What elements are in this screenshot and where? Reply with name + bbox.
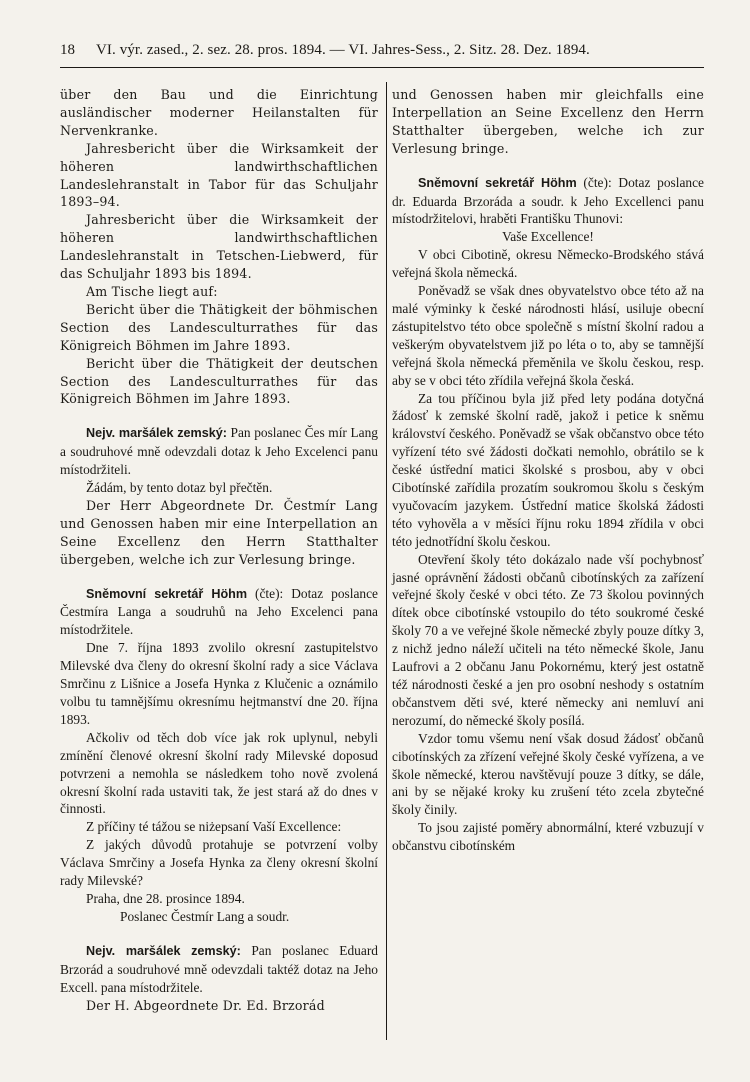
paragraph: V obci Cibotině, okresu Německo-Brodského stává veřejná škola německá. [392,247,704,281]
paragraph-text: To jsou zajisté poměry abnormální, které vzbuzují v občanstvu cibotínském [392,820,704,854]
speech-text: (čte): Dotaz poslance Čestmíra Langa a soudruhů na Jeho Excelenci pana místodržitele. [60,585,378,638]
paragraph: Bericht über die Thätigkeit der böhmischen Section des Landesculturrathes für das Königreich Böhmen im Jahre 1893. [60,301,378,353]
paragraph: Ačkoliv od těch dob více jak rok uplynul, nebyli zmínění členové okresní školní rady Milevské doposud potvrzeni a nemohla se následkem toho nově zvolená okresní školní rada ustaviti tak, že jest stará až do dnes v činnosti. [60,729,378,817]
paragraph: Jahresbericht über die Wirksamkeit der höheren landwirthschaftlichen Landeslehranstalt in Tetschen-Liebwerd, für das Schuljahr 1893 bis 1894. [60,212,378,282]
paragraph: Za tou příčinou byla již před lety podána dotyčná žádosť k zemské školní radě, jakož i petice k sněmu království českého. Poněvadž se však občanstvo obce této vyřízení této své žádosti dočkati nemohlo, obrátilo se k české ústřední matici školské s prosbou, aby v obci Cibotínské zařídila prozatím soukromou školu s českým vyučovacím jazykem. Ústřední matice školská žádosti této vyhověla a v měsíci říjnu roku 1894 zřídila v obci této jednotřídní školu českou. [392,390,704,549]
running-title: VI. výr. zased., 2. sez. 28. pros. 1894. — VI. Jahres-Sess., 2. Sitz. 28. Dez. 1894. [96,42,590,58]
speech-text: Pan poslanec Eduard Brzorád a soudruhové mně odevzdali taktéž dotaz na Jeho Excell. pana místodržitele. [60,942,378,995]
left-column [60,86,378,1014]
paragraph: Dne 7. října 1893 zvolilo okresní zastupitelstvo Milevské dva členy do okresní školní rady a sice Václava Smrčinu z Lišnice a Josefa Hynka z Klučenic a oznámilo volbu tu tamnějšímu okresnímu hejtmanství dne 20. října 1893. [60,640,378,727]
paragraph: und Genossen haben mir gleichfalls eine Interpellation an Seine Excellenz den Herrn Statthalter übergeben, welche ich zur Verlesung bringe. [392,87,704,156]
speech [60,585,378,640]
paragraph: über den Bau und die Einrichtung ausländischer moderner Heilanstalten für Nervenkranke. [60,87,378,138]
paragraph: Z jakých důvodů protahuje se potvrzení volby Václava Smrčiny a Josefa Hynka za členy okresní školní rady Milevské? [60,837,378,889]
paragraph: Am Tische liegt auf: [86,283,218,299]
speech [60,942,378,997]
paragraph: Der Herr Abgeordnete Dr. Čestmír Lang und Genossen haben mir eine Interpellation an Seine Excellenz den Herrn Statthalter übergeben, welche ich zur Verlesung bringe. [60,497,378,567]
header-rule [60,67,704,68]
speaker-name: Sněmovní sekretář Höhm [86,586,248,601]
speaker-name: Nejv. maršálek zemský: [86,426,227,441]
paragraph: Jahresbericht über die Wirksamkeit der höheren landwirthschaftlichen Landeslehranstalt in Tabor für das Schuljahr 1893–94. [60,140,378,210]
speech-text: (čte): Dotaz poslance dr. Eduarda Brzoráda a soudr. k Jeho Excellenci panu místodržitelovi, hraběti Františku Thunovi: [392,174,704,227]
column-divider [386,82,387,1040]
speech-text: Pan poslanec Čes mír Lang a soudruhové mně odevzdali dotaz k Jeho Excelenci panu místodržiteli. [60,425,378,478]
paragraph: Žádám, by tento dotaz byl přečtěn. [86,480,273,496]
paragraph: Vzdor tomu všemu není však dosud žádosť občanů cibotínských za zřízení veřejné školy české vyřízena, a ve škole německé, kterou navštěvují pouze 3 dítky, se dále, ani by se nějaké kroky ku zrušení této zcela zbytečné školy činily. [392,730,704,818]
speech [60,424,378,479]
page-number: 18 [60,42,75,58]
paragraph: Der H. Abgeordnete Dr. Ed. Brzorád [86,997,325,1013]
date-line: Praha, dne 28. prosince 1894. [86,890,245,906]
paragraph: Z příčiny té tážou se niżepsaní Vaší Excellence: [86,819,342,835]
speaker-name: Nejv. maršálek zemský: [86,943,241,958]
running-header [60,36,704,64]
speaker-name: Sněmovní sekretář Höhm [418,175,577,190]
speech [392,174,704,229]
salutation: Vaše Excellence! [502,229,594,245]
paragraph [392,819,704,855]
paragraph: Poněvadž se však dnes obyvatelstvo obce této až na malé výminky k české národnosti hlásí, usiluje obecní zástupitelstvo této obce společně s místní školní radou a veškerým obyvatelstvem již po léta o to, aby se tamnější veřejná škola německá přeměnila ve školu českou, resp. aby se v obci této zřídila veřejná škola česká. [392,283,704,388]
paragraph: Otevření školy této dokázalo nade vší pochybnosť jasné oprávnění žádosti občanů cibotínských za zařízení veřejné školy české v obci této. Ze 73 školou povinných dítek obce cibotínské vstoupilo do této soukromé české školy 70 a ve veřejné škole německé zbyly pouze dítky 3, z nichž jedno náleží učiteli na této německé škole, Janu Laufrovi a 2 občanu Janu Pokornému, který jest ostatně též národnosti české a jen pro osobní neshody s ostatním občanstvem děti své, které německy ani nemluví ani nerozumí, do německé školy posílá. [392,551,704,728]
signature: Poslanec Čestmír Lang a soudr. [120,908,290,924]
right-column [392,86,704,855]
paragraph: Bericht über die Thätigkeit der deutschen Section des Landesculturrathes für das Königreich Böhmen im Jahre 1893. [60,355,378,407]
